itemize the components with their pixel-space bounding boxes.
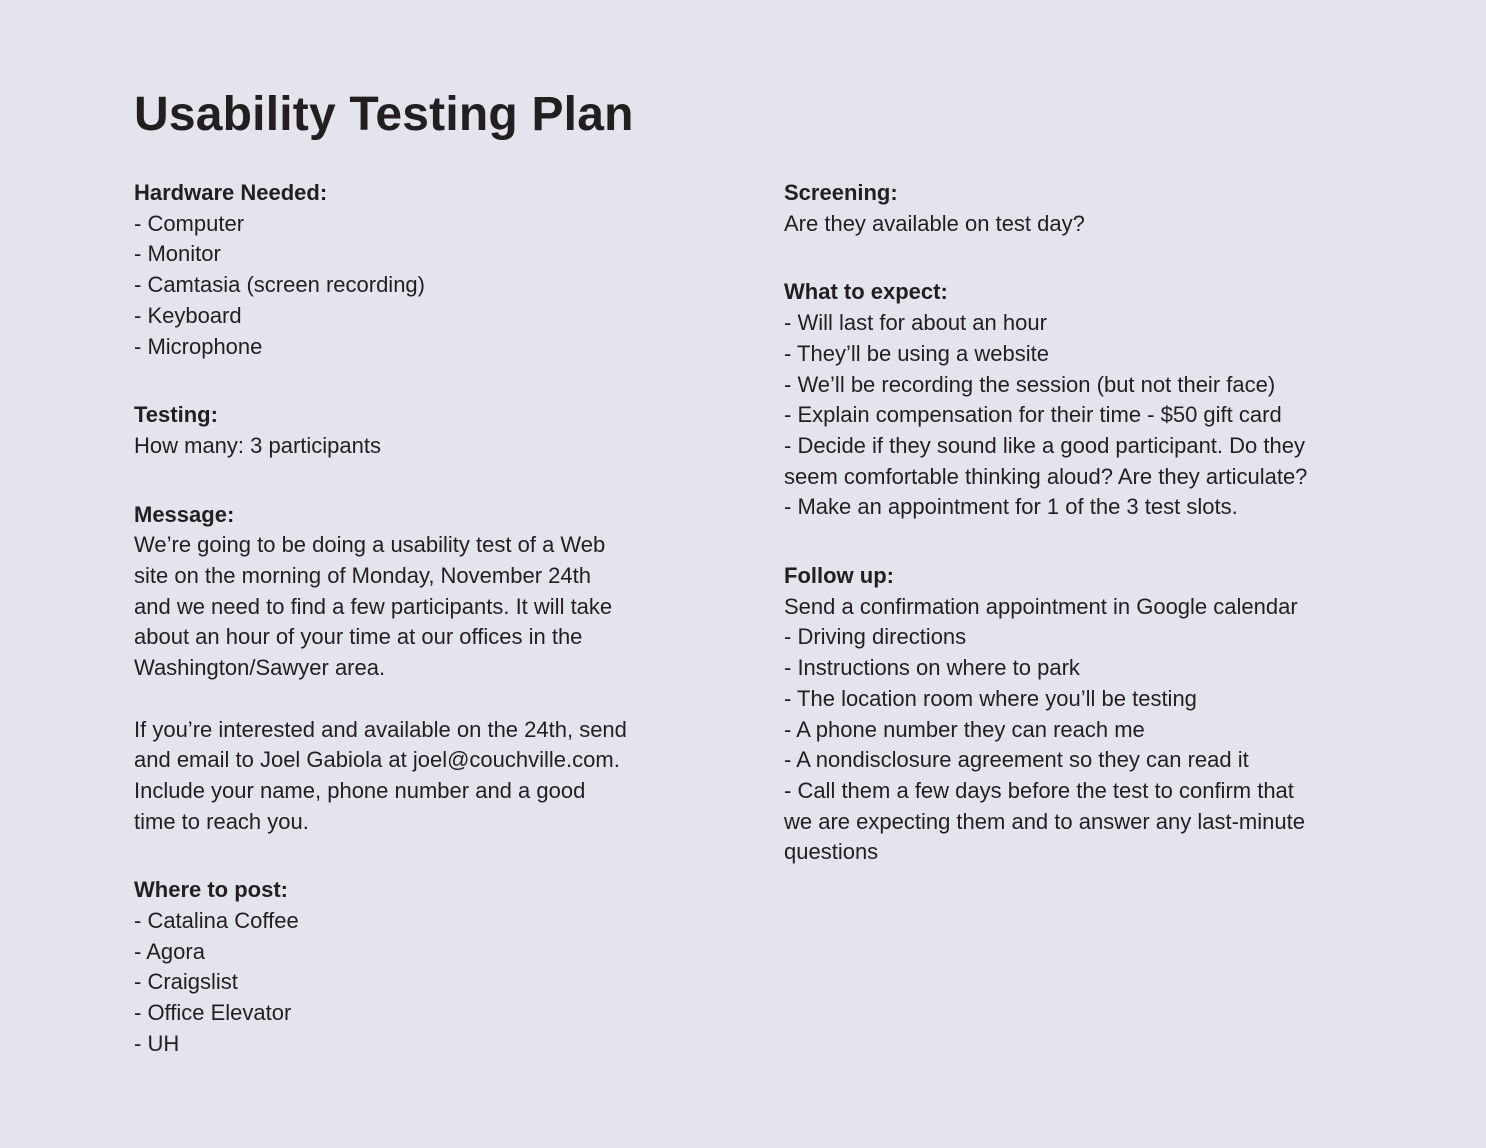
hardware-item: - Camtasia (screen recording) [134,272,425,298]
expect-line: seem comfortable thinking aloud? Are they articulate? [784,463,1308,489]
post-location-item: - UH [134,1030,180,1056]
message-line: and we need to find a few participants. It will take [134,593,613,619]
message-line: Washington/Sawyer area. [134,655,386,681]
message-line: time to reach you. [134,808,309,834]
testing-section [134,400,724,461]
follow-up-section [784,561,1424,868]
hardware-item: - Computer [134,210,245,236]
message-line: site on the morning of Monday, November 24th [134,563,591,589]
follow-up-line: - Instructions on where to park [784,655,1080,681]
message-line: If you’re interested and available on the 24th, send [134,716,627,742]
left-column [134,178,724,1098]
expect-line: - They’ll be using a website [784,340,1049,366]
message-paragraph-2 [134,715,724,838]
hardware-item: - Microphone [134,333,263,359]
screening-section [784,178,1424,239]
hardware-item: - Keyboard [134,302,242,328]
expect-line: - We’ll be recording the session (but not their face) [784,371,1276,397]
expect-line: - Make an appointment for 1 of the 3 test slots. [784,494,1238,520]
hardware-section [134,178,724,362]
message-paragraph-1 [134,530,724,684]
page-title: Usability Testing Plan [134,88,634,141]
expect-line: - Will last for about an hour [784,310,1047,336]
hardware-heading: Hardware Needed: [134,180,328,205]
post-location-item: - Craigslist [134,969,238,995]
post-location-item: - Catalina Coffee [134,908,299,934]
testing-heading: Testing: [134,402,218,428]
message-line: We’re going to be doing a usability test of a Web [134,532,606,558]
follow-up-line: questions [784,839,879,865]
message-section [134,500,724,838]
message-line: Include your name, phone number and a good [134,777,586,803]
what-to-expect-heading: What to expect: [784,279,948,305]
screening-text: Are they available on test day? [784,210,1085,236]
follow-up-line: we are expecting them and to answer any last-minute [784,808,1305,834]
message-line: about an hour of your time at our offices in the [134,624,583,650]
follow-up-line: - A phone number they can reach me [784,716,1145,742]
message-line: and email to Joel Gabiola at joel@couchville.com. [134,747,620,773]
what-to-expect-section [784,277,1424,523]
where-to-post-section [134,875,724,1059]
post-location-item: - Office Elevator [134,1000,292,1026]
testing-text: How many: 3 participants [134,432,381,458]
follow-up-line: Send a confirmation appointment in Google calendar [784,593,1298,619]
right-column [784,178,1424,906]
message-heading: Message: [134,501,235,527]
screening-heading: Screening: [784,180,898,205]
where-to-post-heading: Where to post: [134,877,288,903]
expect-line: - Explain compensation for their time - $50 gift card [784,402,1282,428]
post-location-item: - Agora [134,938,205,964]
hardware-item: - Monitor [134,241,221,267]
follow-up-line: - Driving directions [784,624,967,650]
expect-line: - Decide if they sound like a good participant. Do they [784,432,1305,458]
follow-up-line: - The location room where you’ll be testing [784,685,1197,711]
follow-up-line: - A nondisclosure agreement so they can read it [784,747,1249,773]
follow-up-line: - Call them a few days before the test to confirm that [784,777,1294,803]
follow-up-heading: Follow up: [784,563,894,589]
